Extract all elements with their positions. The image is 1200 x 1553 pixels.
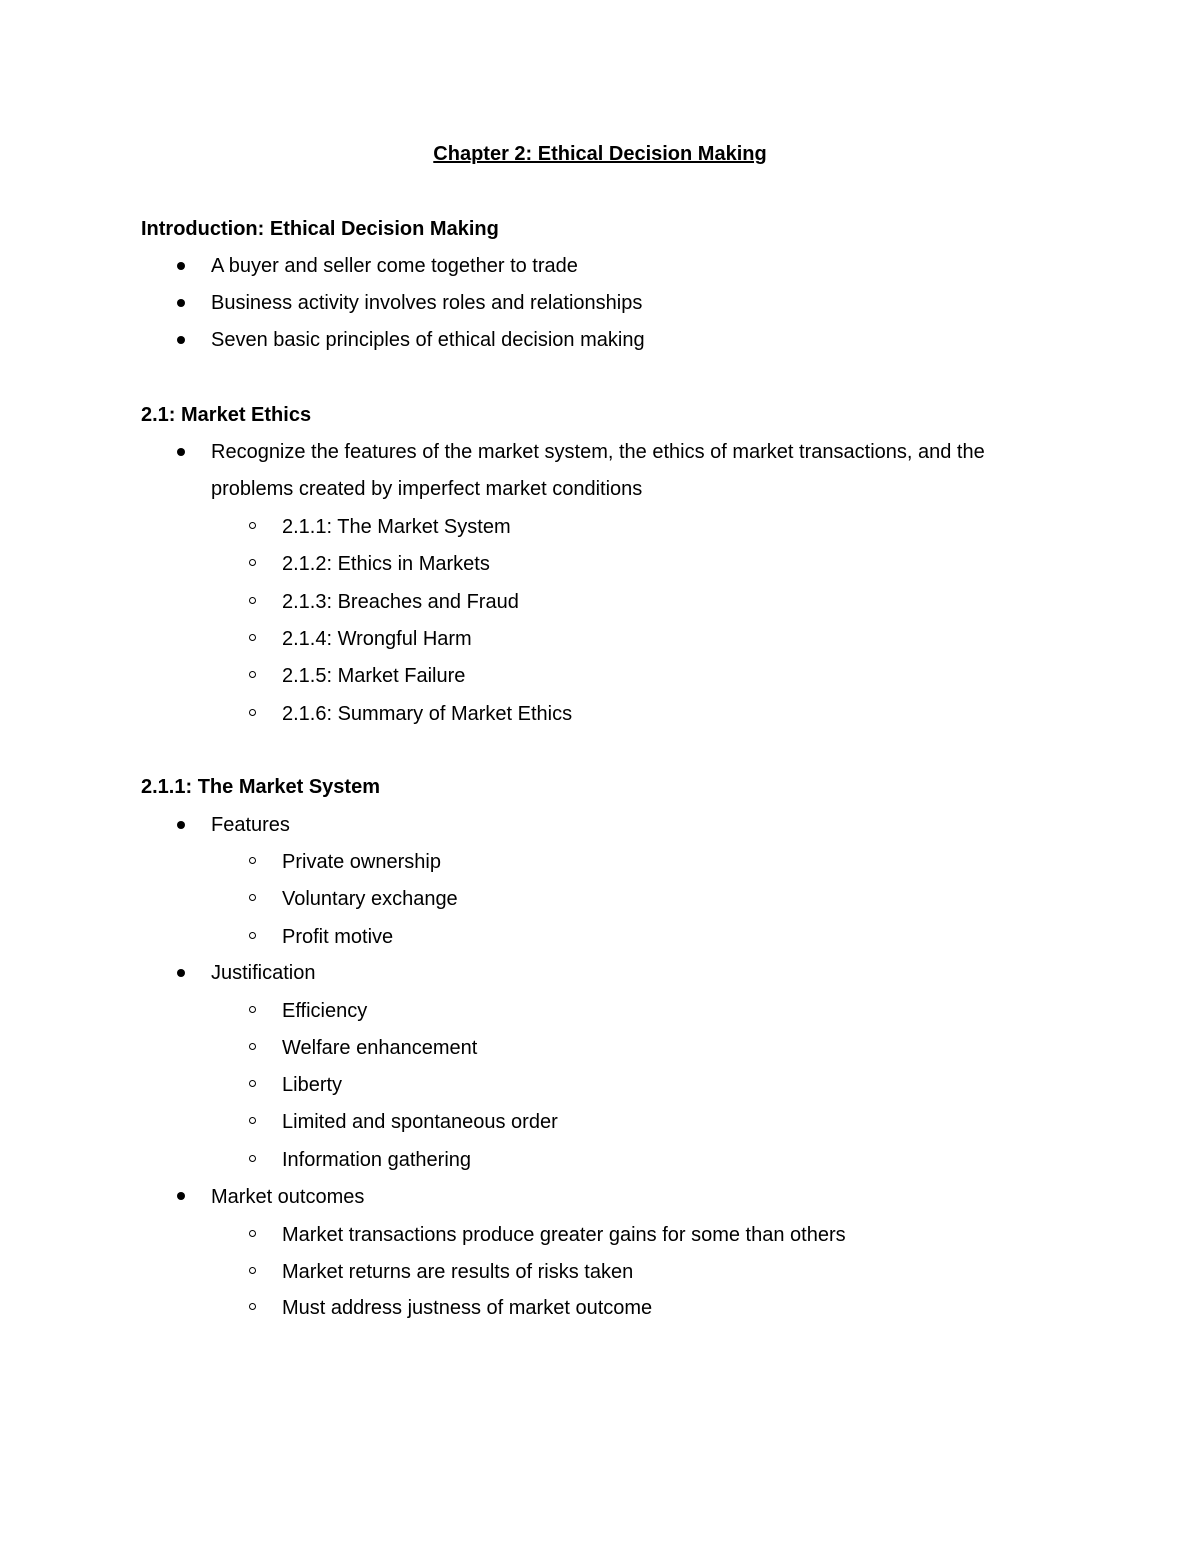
hollow-bullet-icon — [249, 1155, 256, 1162]
sub-list-item: 2.1.5: Market Failure — [282, 665, 466, 687]
sub-list-item: Market transactions produce greater gains for some than others — [282, 1224, 846, 1246]
hollow-bullet-icon — [249, 932, 256, 939]
sub-list-item: Liberty — [282, 1074, 343, 1096]
list-item: Market outcomes — [211, 1186, 365, 1208]
bullet-icon — [177, 336, 185, 344]
hollow-bullet-icon — [249, 634, 256, 641]
list-item: Justification — [211, 962, 316, 984]
sub-list-item: Welfare enhancement — [282, 1037, 478, 1059]
hollow-bullet-icon — [249, 1303, 256, 1310]
bullet-icon — [177, 821, 185, 829]
list-item: Seven basic principles of ethical decision making — [211, 329, 645, 351]
bullet-icon — [177, 262, 185, 270]
bullet-icon — [177, 299, 185, 307]
sub-list-item: Must address justness of market outcome — [282, 1297, 653, 1319]
sub-list-item: 2.1.2: Ethics in Markets — [282, 553, 490, 575]
bullet-icon — [177, 448, 185, 456]
sub-list-item: Private ownership — [282, 851, 441, 873]
hollow-bullet-icon — [249, 1267, 256, 1274]
hollow-bullet-icon — [249, 1006, 256, 1013]
hollow-bullet-icon — [249, 1230, 256, 1237]
hollow-bullet-icon — [249, 1117, 256, 1124]
sub-list-item: 2.1.4: Wrongful Harm — [282, 628, 472, 650]
list-item: Business activity involves roles and relationships — [211, 292, 643, 314]
sub-list-item: Voluntary exchange — [282, 888, 458, 910]
hollow-bullet-icon — [249, 857, 256, 864]
sub-list-item: 2.1.1: The Market System — [282, 516, 511, 538]
hollow-bullet-icon — [249, 559, 256, 566]
hollow-bullet-icon — [249, 671, 256, 678]
hollow-bullet-icon — [249, 597, 256, 604]
hollow-bullet-icon — [249, 522, 256, 529]
list-item: A buyer and seller come together to trade — [211, 255, 578, 277]
section-heading-intro: Introduction: Ethical Decision Making — [141, 218, 499, 240]
page-title: Chapter 2: Ethical Decision Making — [433, 143, 767, 165]
sub-list-item: Information gathering — [282, 1149, 472, 1171]
sub-list-item: Profit motive — [282, 926, 394, 948]
section-heading-market-system: 2.1.1: The Market System — [141, 776, 380, 798]
hollow-bullet-icon — [249, 1080, 256, 1087]
hollow-bullet-icon — [249, 709, 256, 716]
section-heading-market-ethics: 2.1: Market Ethics — [141, 404, 312, 426]
sub-list-item: Market returns are results of risks taken — [282, 1261, 634, 1283]
list-item: Recognize the features of the market system, the ethics of market transactions, and the problems created by imperfect market conditions — [211, 441, 985, 500]
hollow-bullet-icon — [249, 1043, 256, 1050]
list-item: Features — [211, 814, 290, 836]
sub-list-item: 2.1.3: Breaches and Fraud — [282, 591, 519, 613]
hollow-bullet-icon — [249, 894, 256, 901]
sub-list-item: 2.1.6: Summary of Market Ethics — [282, 703, 573, 725]
bullet-icon — [177, 1192, 185, 1200]
bullet-icon — [177, 969, 185, 977]
sub-list-item: Efficiency — [282, 1000, 368, 1022]
sub-list-item: Limited and spontaneous order — [282, 1111, 558, 1133]
